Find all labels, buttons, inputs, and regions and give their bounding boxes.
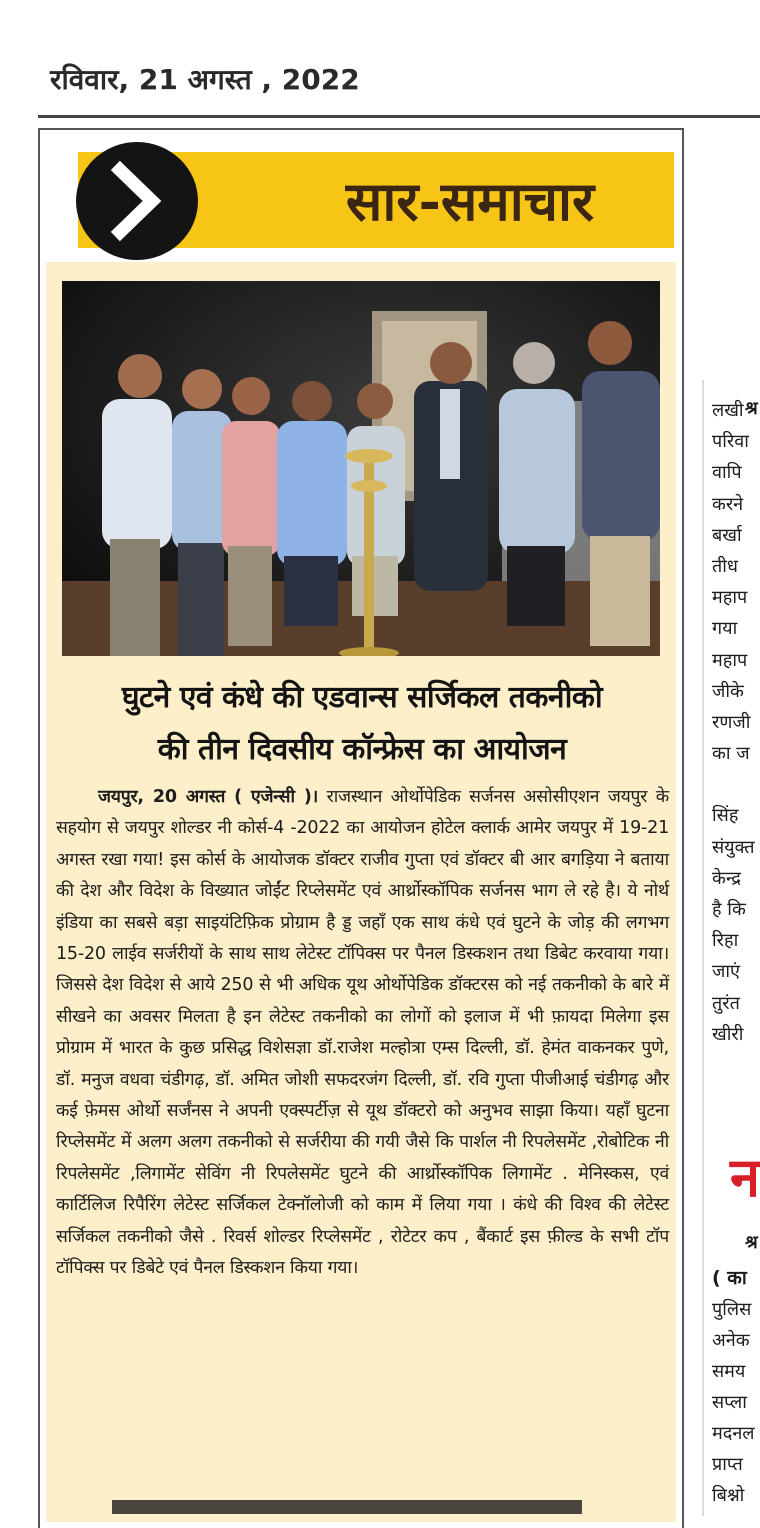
side-line: का ज bbox=[712, 743, 750, 765]
column-divider bbox=[702, 380, 704, 1516]
side-line: मदनल bbox=[712, 1423, 755, 1444]
side-column-mark: श्र bbox=[745, 398, 758, 419]
dateline: रविवार, 21 अगस्त , 2022 bbox=[50, 63, 360, 96]
side-line: संयुक्त bbox=[712, 836, 755, 858]
side-line: है कि bbox=[712, 899, 746, 921]
side-line: गया bbox=[712, 618, 738, 640]
article-body bbox=[56, 782, 669, 1285]
side-bold-fragment: ( का bbox=[712, 1267, 747, 1289]
next-headline-cut bbox=[112, 1500, 582, 1514]
side-line: बर्खा bbox=[712, 524, 742, 546]
article-headline bbox=[56, 672, 668, 776]
side-line: प्राप्त bbox=[712, 1454, 743, 1475]
side-line: परिवा bbox=[712, 431, 749, 453]
side-line: सप्ला bbox=[712, 1392, 747, 1413]
news-photo bbox=[62, 281, 660, 656]
side-line: खीरी bbox=[712, 1023, 744, 1045]
side-line: तीध bbox=[712, 556, 738, 578]
side-line: वापि bbox=[712, 462, 742, 484]
side-line: रणजी bbox=[712, 712, 751, 734]
side-column-mark-2: श्र bbox=[745, 1232, 758, 1253]
side-line: करने bbox=[712, 493, 744, 515]
article-text: राजस्थान ओर्थोपेडिक सर्जनस असोसीएशन जयपुर के सहयोग से जयपुर शोल्डर नी कोर्स-4 -2022 का आयोजन होटेल क्लार्क आमेर जयपुर में 19-21 अगस्त रखा गया! इस कोर्स के आयोजक डॉक्टर राजीव गुप्ता एवं डॉक्टर बी आर बगड़िया ने बताया की देश और विदेश के विख्यात जोईंट रिप्लेसमेंट एवं आर्थ्रोस्कॉपिक सर्जनस भाग ले रहे है। ये नोर्थ इंडिया का सबसे बड़ा साइयंटिफ़िक प्रोग्राम है ड्ड जहाँ एक साथ कंधे एवं घुटने के जोड़ की लगभग 15-20 लाईव सर्जरीयों के साथ साथ लेटेस्ट टॉपिक्स पर पैनल डिस्कशन तथा डिबेट करवाया गया। जिससे देश विदेश से आये 250 से भी अधिक यूथ ओर्थोपेडिक डॉक्टरस को नई तकनीको के बारे में सीखने का अवसर मिलता है इन लेटेस्ट तकनीको का लोगों को इलाज में भी फ़ायदा मिलेगा इस प्रोग्राम में भारत के कुछ प्रसिद्ध विशेसज्ञा डॉ.राजेश मल्होत्रा एम्स दिल्ली, डॉ. हेमंत वाकनकर पुणे, डॉ. मनुज वधवा चंडीगढ़, डॉ. अमित जोशी सफदरजंग दिल्ली, डॉ. रवि गुप्ता पीजीआई चंडीगढ़ और कई फ़ेमस ओर्थो सर्जंनस ने अपनी एक्स्पर्टीज़ से यूथ डॉक्टरो को अनुभव साझा किया। यहाँ घुटना रिप्लेसमेंट में अलग अलग तकनीको से सर्जरीया की गयी जैसे कि पार्शल नी रिपलेसमेंट ,रोबोटिक नी रिपलेसमेंट ,लिगामेंट सेविंग नी रिपलेसमेंट घुटने की आर्थ्रोस्कॉपिक लिगामेंट . मेनिस्कस, एवं कार्टिलिज रिपैरिंग लेटेस्ट सर्जिकल टेक्नॉलोजी को काम में लिया गया । कंधे की विश्व की लेटेस्ट सर्जिकल तकनीको जैसे . रिवर्स शोल्डर रिप्लेसमेंट , रोटेटर कप , बैंकार्ट इस फ़ील्ड के सभी टॉप टॉपिक्स पर डिबेटे एवं पैनल डिस्कशन किया गया। bbox=[56, 787, 669, 1279]
headline-line-2: की तीन दिवसीय कॉन्फ्रेस का आयोजन bbox=[157, 732, 567, 767]
side-headline-fragment: न bbox=[730, 1145, 760, 1209]
side-line: जाएं bbox=[712, 961, 740, 983]
side-column-text-2 bbox=[712, 1294, 760, 1511]
side-line: तुरंत bbox=[712, 992, 740, 1014]
headline-line-1: घुटने एवं कंधे की एडवान्स सर्जिकल तकनीको bbox=[121, 680, 603, 715]
chevron-right-icon bbox=[76, 142, 198, 260]
side-line: लखी bbox=[712, 400, 744, 421]
side-line bbox=[712, 769, 760, 800]
side-line: बिश्नो bbox=[712, 1485, 745, 1506]
side-line: सिंह bbox=[712, 805, 739, 827]
side-line: रिहा bbox=[712, 930, 739, 952]
side-column-text bbox=[712, 395, 760, 1050]
article-dateline: जयपुर, 20 अगस्त ( एजेन्सी )। bbox=[98, 787, 319, 807]
section-title: सार-समाचार bbox=[345, 169, 595, 233]
side-line: महाप bbox=[712, 587, 748, 609]
side-line: केन्द्र bbox=[712, 867, 741, 889]
side-line: अनेक bbox=[712, 1330, 750, 1351]
lamp-lighting-photo bbox=[62, 281, 660, 656]
side-line: समय bbox=[712, 1361, 746, 1382]
side-line: महाप bbox=[712, 649, 748, 671]
side-line: जीके bbox=[712, 680, 744, 702]
top-rule bbox=[38, 115, 760, 118]
side-line: पुलिस bbox=[712, 1299, 752, 1320]
